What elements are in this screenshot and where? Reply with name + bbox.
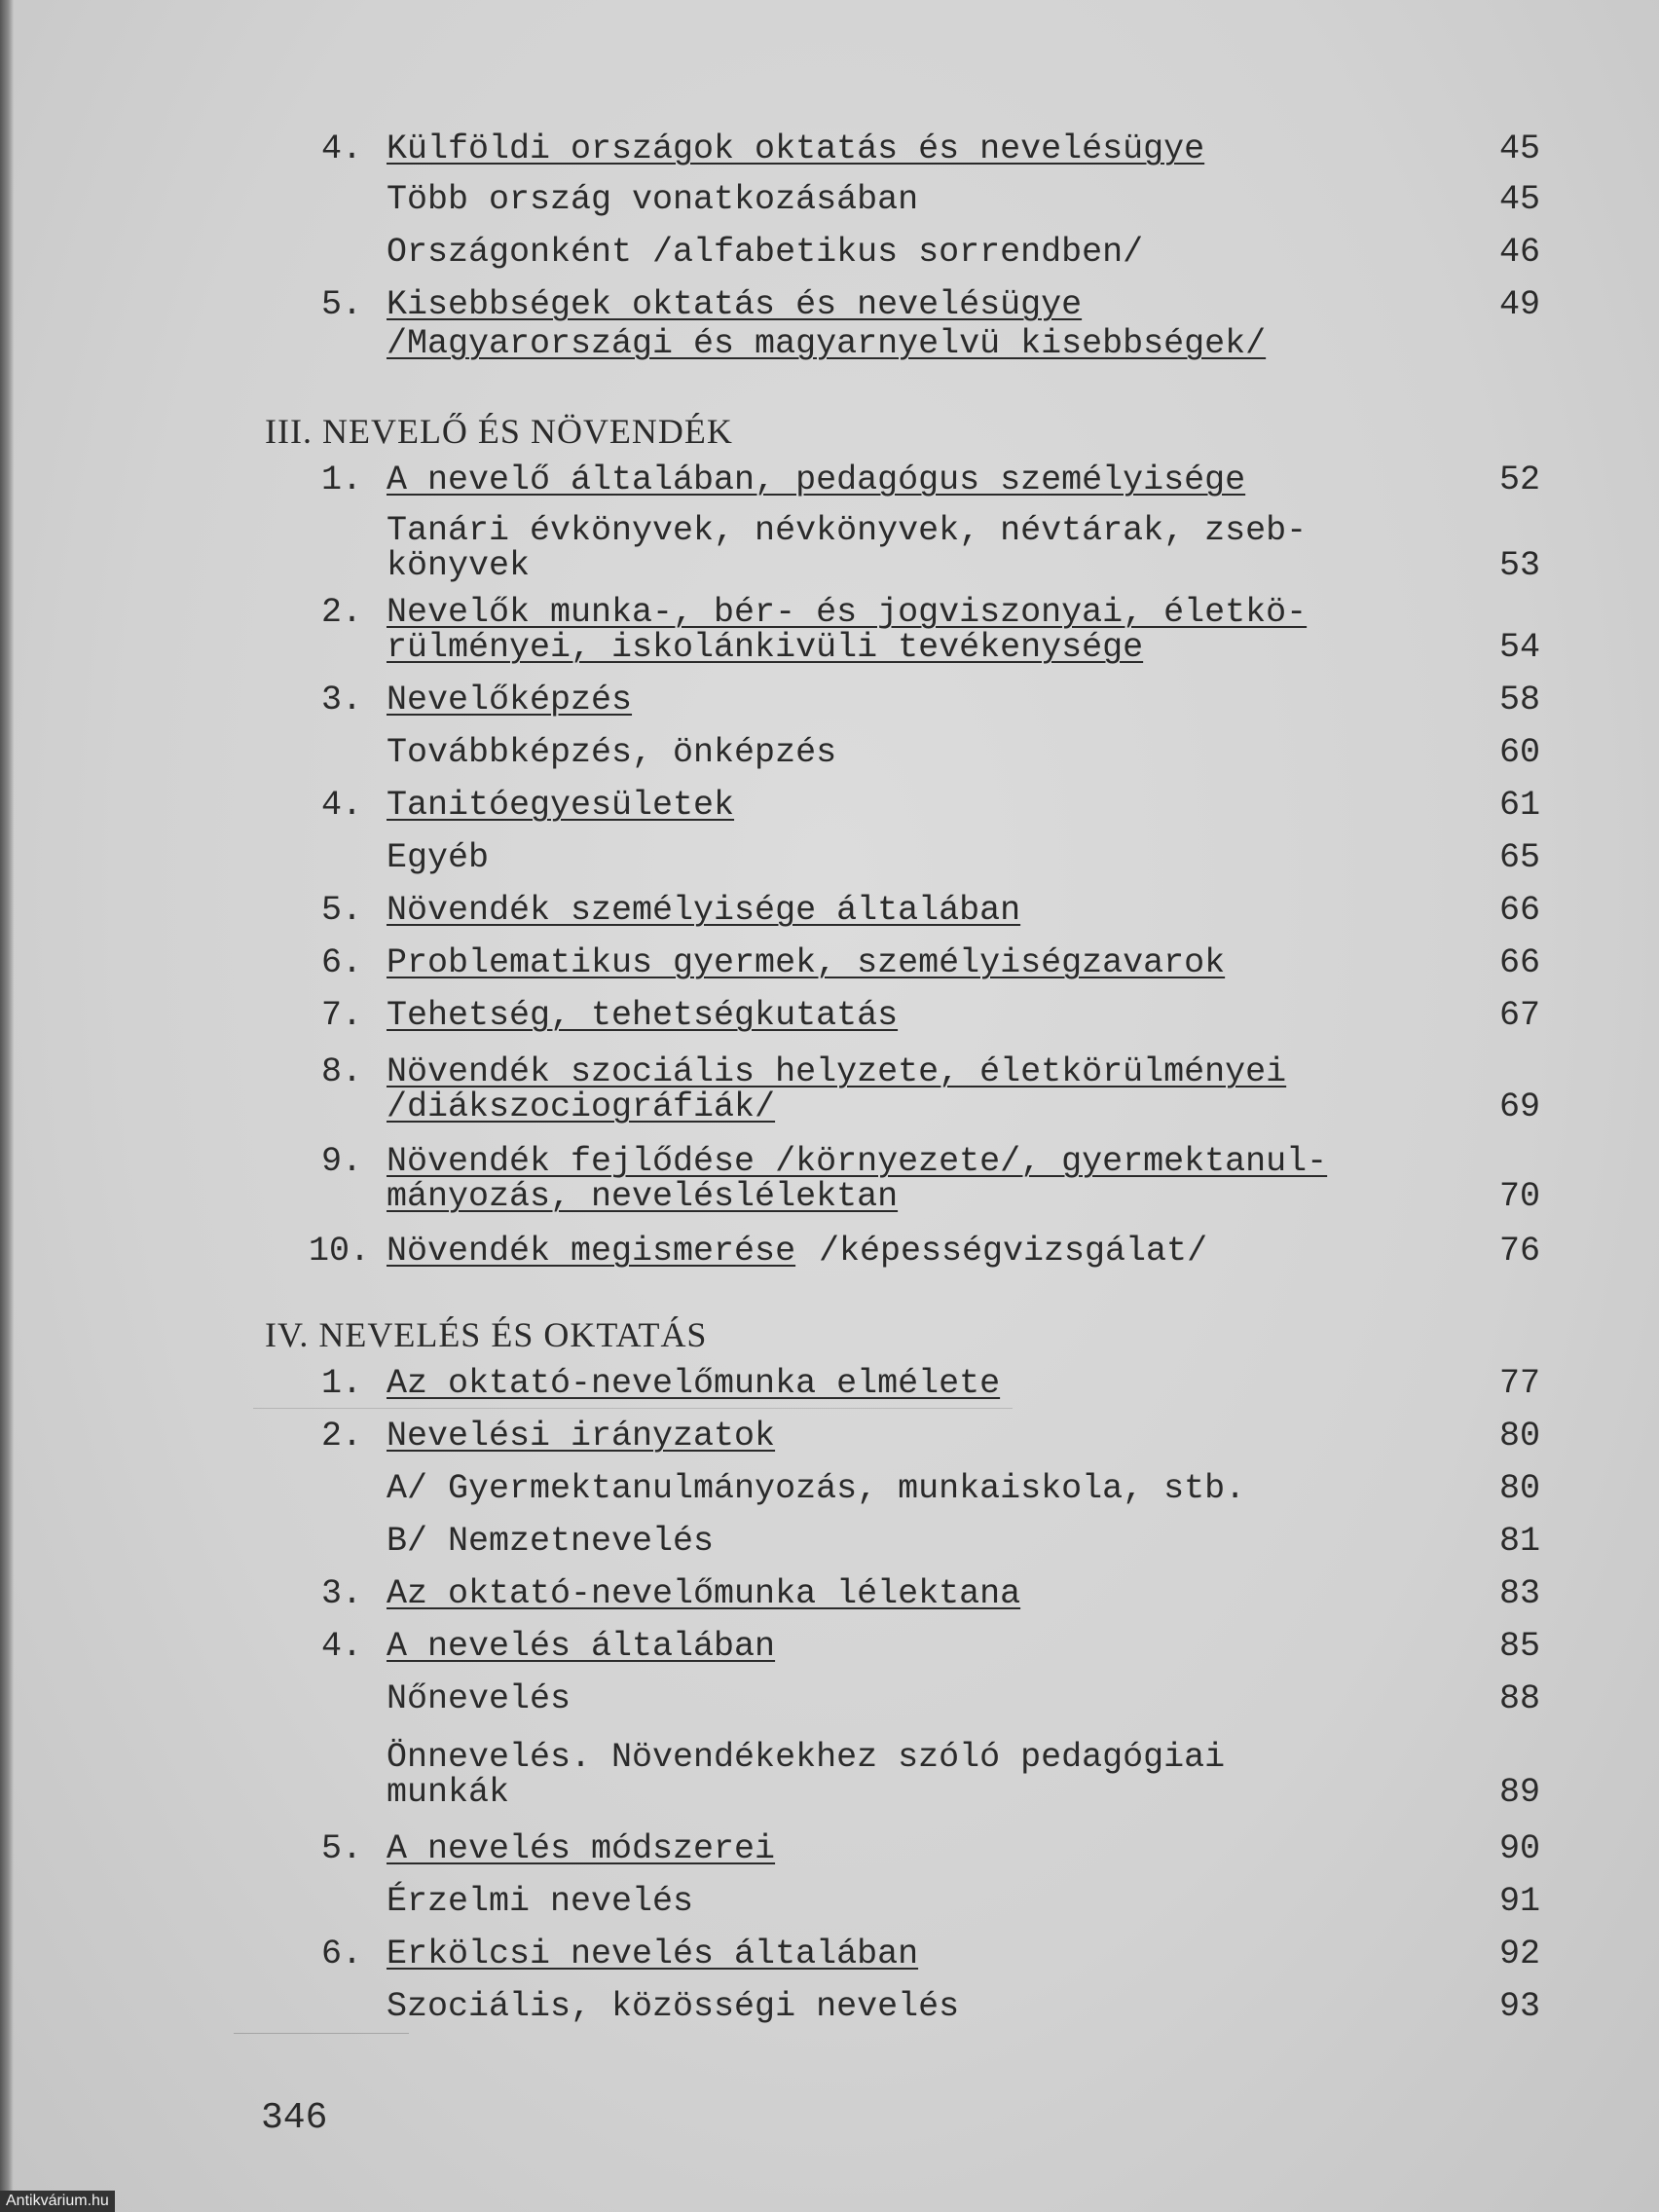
item-number: 8. (320, 1052, 362, 1091)
page-reference: 54 (1498, 628, 1540, 667)
page-reference: 45 (1498, 180, 1540, 219)
page-reference: 88 (1498, 1679, 1540, 1718)
page-reference: 46 (1498, 233, 1540, 272)
faint-rule (253, 1408, 1013, 1409)
item-title: Nevelők munka-, bér- és jogviszonyai, életkö- (387, 593, 1308, 632)
item-title: Tanitóegyesületek (387, 786, 735, 825)
page-reference: 91 (1498, 1882, 1540, 1921)
item-title: Szociális, közösségi nevelés (387, 1987, 960, 2026)
item-title: Országonként /alfabetikus sorrendben/ (387, 233, 1144, 272)
item-number: 4. (320, 129, 362, 168)
page-reference: 66 (1498, 943, 1540, 982)
section-heading: III. NEVELŐ ÉS NÖVENDÉK (265, 412, 733, 451)
item-number: 7. (320, 996, 362, 1035)
item-title: rülményei, iskolánkivüli tevékenysége (387, 628, 1144, 667)
item-title: /diákszociográfiák/ (387, 1088, 776, 1126)
page-reference: 69 (1498, 1088, 1540, 1126)
item-title: Nevelési irányzatok (387, 1417, 776, 1456)
faint-rule (234, 2033, 409, 2034)
item-number: 6. (320, 943, 362, 982)
page-reference: 60 (1498, 733, 1540, 772)
item-title: B/ Nemzetnevelés (387, 1522, 715, 1561)
page-reference: 61 (1498, 786, 1540, 825)
item-title: Nevelőképzés (387, 681, 633, 719)
page-reference: 65 (1498, 838, 1540, 877)
item-title: Tehetség, tehetségkutatás (387, 996, 899, 1035)
item-number: 2. (320, 593, 362, 632)
page-reference: 92 (1498, 1935, 1540, 1973)
page-reference: 81 (1498, 1522, 1540, 1561)
item-number: 5. (320, 1829, 362, 1868)
item-number: 1. (320, 461, 362, 499)
item-title: munkák (387, 1773, 510, 1812)
item-number: 5. (320, 285, 362, 324)
item-title: Erkölcsi nevelés általában (387, 1935, 919, 1973)
item-title: Növendék szociális helyzete, életkörülményei (387, 1052, 1287, 1091)
item-number: 9. (320, 1142, 362, 1181)
item-number: 3. (320, 1574, 362, 1613)
item-title: A nevelés módszerei (387, 1829, 776, 1868)
page-reference: 53 (1498, 546, 1540, 585)
item-title: könyvek (387, 546, 531, 585)
page-reference: 52 (1498, 461, 1540, 499)
section-heading: IV. NEVELÉS ÉS OKTATÁS (265, 1315, 708, 1354)
item-title: A/ Gyermektanulmányozás, munkaiskola, stb. (387, 1469, 1246, 1508)
page-reference: 49 (1498, 285, 1540, 324)
item-number: 4. (320, 1627, 362, 1666)
item-title: A nevelés általában (387, 1627, 776, 1666)
item-number: 1. (320, 1364, 362, 1403)
item-title: A nevelő általában, pedagógus személyisége (387, 461, 1246, 499)
item-title: Az oktató-nevelőmunka lélektana (387, 1574, 1021, 1613)
item-title: Tanári évkönyvek, névkönyvek, névtárak, zseb- (387, 511, 1308, 550)
page-reference: 90 (1498, 1829, 1540, 1868)
item-title: Továbbképzés, önképzés (387, 733, 837, 772)
page-reference: 80 (1498, 1469, 1540, 1508)
item-title: /Magyarországi és magyarnyelvü kisebbségek/ (387, 324, 1267, 363)
item-number: 4. (320, 786, 362, 825)
page-reference: 77 (1498, 1364, 1540, 1403)
page-reference: 45 (1498, 129, 1540, 168)
item-title: Egyéb (387, 838, 490, 877)
item-title: Az oktató-nevelőmunka elmélete (387, 1364, 1001, 1403)
page-reference: 76 (1498, 1232, 1540, 1271)
item-number: 5. (320, 891, 362, 930)
item-title: Növendék személyisége általában (387, 891, 1021, 930)
page-reference: 66 (1498, 891, 1540, 930)
page-reference: 85 (1498, 1627, 1540, 1666)
item-title: Kisebbségek oktatás és nevelésügye (387, 285, 1083, 324)
page-reference: 80 (1498, 1417, 1540, 1456)
page-reference: 70 (1498, 1177, 1540, 1216)
item-title: Önnevelés. Növendékekhez szóló pedagógiai (387, 1738, 1226, 1777)
page-reference: 67 (1498, 996, 1540, 1035)
page-reference: 83 (1498, 1574, 1540, 1613)
page-number: 346 (261, 2097, 328, 2139)
page-reference: 58 (1498, 681, 1540, 719)
item-title: Több ország vonatkozásában (387, 180, 919, 219)
item-title: Nőnevelés (387, 1679, 571, 1718)
item-title: mányozás, neveléslélektan (387, 1177, 899, 1216)
item-number: 2. (320, 1417, 362, 1456)
page-edge-shadow (0, 0, 14, 2212)
item-number: 10. (308, 1232, 370, 1271)
page-reference: 89 (1498, 1773, 1540, 1812)
item-title: Növendék fejlődése /környezete/, gyermektanul- (387, 1142, 1328, 1181)
item-title: Érzelmi nevelés (387, 1882, 694, 1921)
watermark: Antikvárium.hu (0, 2191, 115, 2212)
item-title-suffix: /képességvizsgálat/ (798, 1232, 1208, 1271)
page-reference: 93 (1498, 1987, 1540, 2026)
item-number: 3. (320, 681, 362, 719)
item-title: Problematikus gyermek, személyiségzavarok (387, 943, 1226, 982)
item-number: 6. (320, 1935, 362, 1973)
item-title: Növendék megismerése (387, 1232, 796, 1271)
item-title: Külföldi országok oktatás és nevelésügye (387, 129, 1205, 168)
